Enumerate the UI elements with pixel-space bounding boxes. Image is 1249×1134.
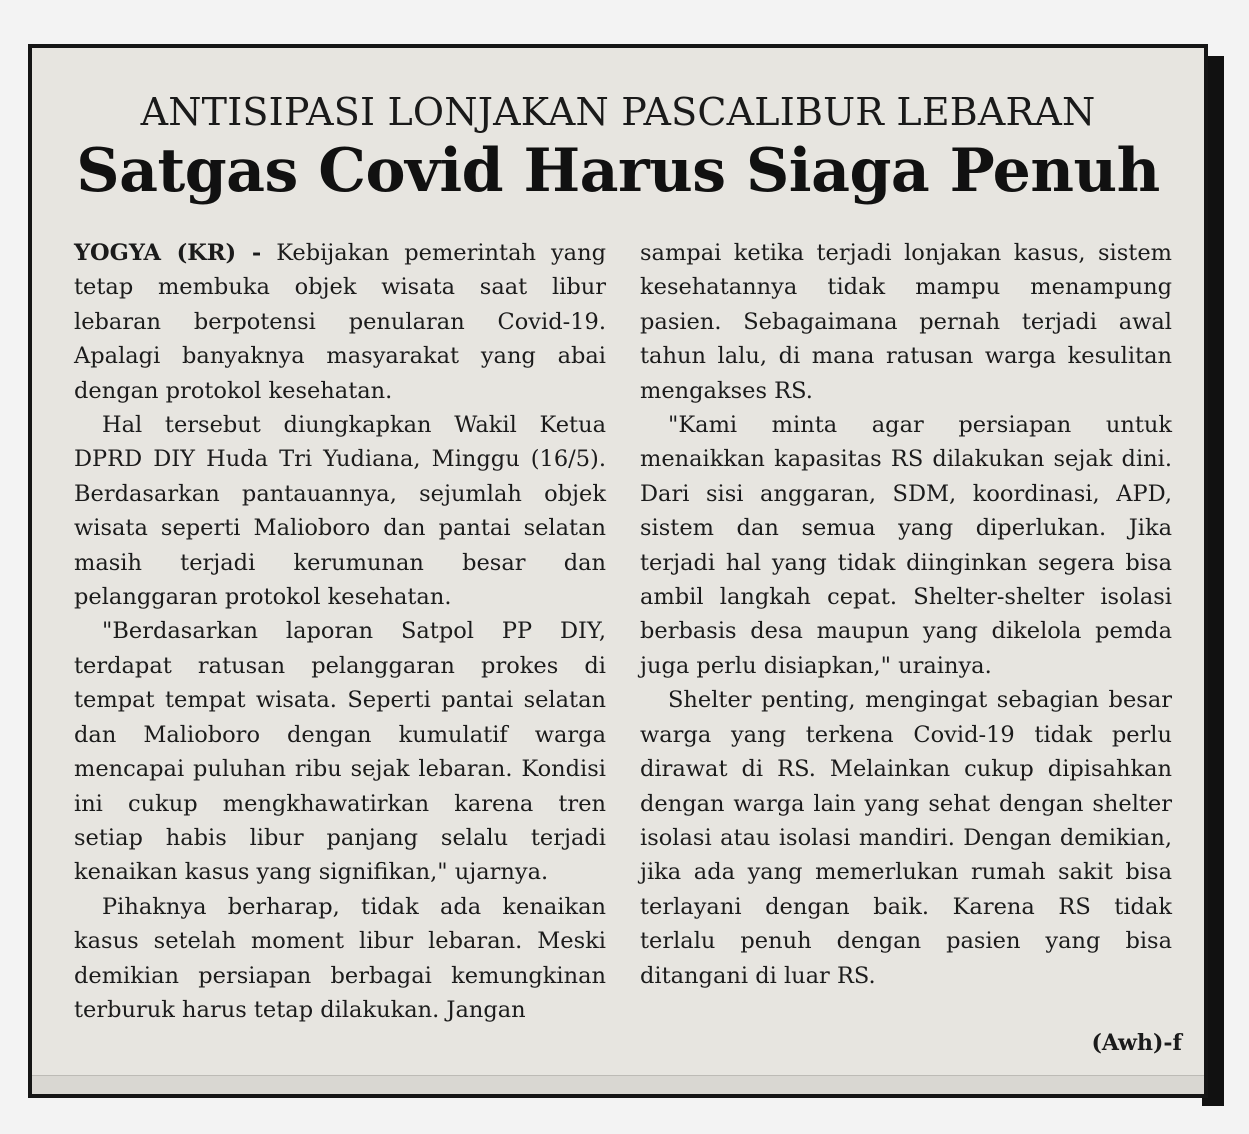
clipping-bottom-strip	[32, 1075, 1204, 1094]
article-paragraph: Pihaknya berharap, tidak ada kenaikan kasus setelah moment libur lebaran. Meski demikian persiapan berbagai kemungkinan terburuk harus tetap dilakukan. Jangan	[74, 893, 606, 1023]
paragraph-text: Kebijakan pemerintah yang tetap membuka objek wisata saat libur lebaran berpotensi penularan Covid-19. Apalagi banyaknya masyarakat yang abai dengan protokol kesehatan.	[74, 240, 606, 404]
article-headline: Satgas Covid Harus Siaga Penuh	[76, 136, 1160, 206]
article-byline: (Awh)-f	[1091, 1030, 1182, 1056]
newspaper-clipping	[28, 44, 1208, 1098]
article-paragraph: Shelter penting, mengingat sebagian besar warga yang terkena Covid-19 tidak perlu dirawat di RS. Melainkan cukup dipisahkan dengan warga lain yang sehat dengan shelter isolasi atau isolasi mandiri. Dengan demikian, jika ada yang memerlukan rumah sakit bisa terlayani dengan baik. Karena RS tidak terlalu penuh dengan pasien yang bisa ditangani di luar RS.	[640, 687, 1172, 989]
article-paragraph	[74, 236, 606, 408]
article-paragraph: Hal tersebut diungkapkan Wakil Ketua DPRD DIY Huda Tri Yudiana, Minggu (16/5). Berdasarkan pantauannya, sejumlah objek wisata seperti Malioboro dan pantai selatan masih terjadi kerumunan besar dan pelanggaran protokol kesehatan.	[74, 412, 606, 611]
article-paragraph: sampai ketika terjadi lonjakan kasus, sistem kesehatannya tidak mampu menampung pasien. Sebagaimana pernah terjadi awal tahun lalu, di mana ratusan warga kesulitan mengakses RS.	[640, 240, 1172, 404]
article-paragraph: "Berdasarkan laporan Satpol PP DIY, terdapat ratusan pelanggaran prokes di tempat tempat wisata. Seperti pantai selatan dan Malioboro dengan kumulatif warga mencapai puluhan ribu sejak lebaran. Kondisi ini cukup mengkhawatirkan karena tren setiap habis libur panjang selalu terjadi kenaikan kasus yang signifikan," ujarnya.	[74, 618, 606, 886]
article-dateline: YOGYA (KR) -	[74, 240, 262, 266]
article-column-right	[640, 236, 1172, 993]
article-column-left	[74, 236, 606, 1027]
article-kicker: ANTISIPASI LONJAKAN PASCALIBUR LEBARAN	[140, 90, 1096, 134]
article-paragraph: "Kami minta agar persiapan untuk menaikkan kapasitas RS dilakukan sejak dini. Dari sisi anggaran, SDM, koordinasi, APD, sistem dan semua yang diperlukan. Jika terjadi hal yang tidak diinginkan segera bisa ambil langkah cepat. Shelter-shelter isolasi berbasis desa maupun yang dikelola pemda juga perlu disiapkan," urainya.	[640, 412, 1172, 679]
